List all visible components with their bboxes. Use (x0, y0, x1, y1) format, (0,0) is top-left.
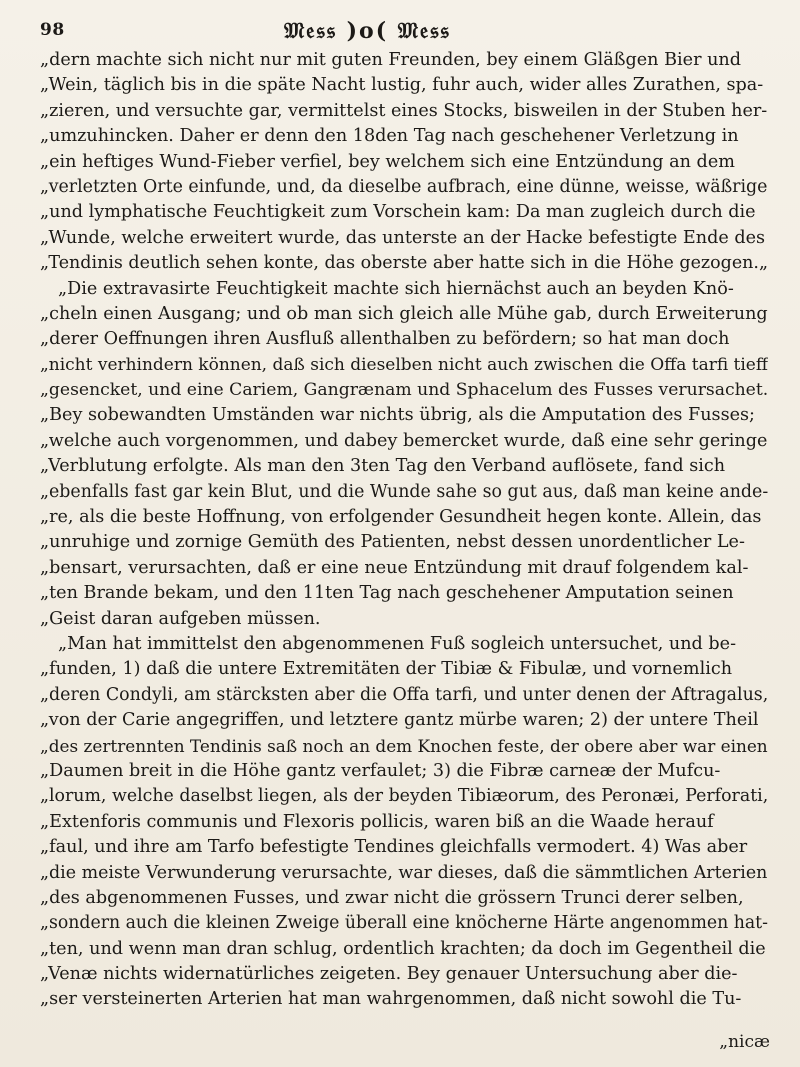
text-line: „dern machte sich nicht nur mit guten Freunden, bey einem Gläßgen Bier und (40, 50, 741, 70)
text-line: „Venæ nichts widernatürliches zeigeten. Bey genauer Untersuchung aber die- (40, 964, 738, 985)
text-line: „bensart, verursachten, daß er eine neue Entzündung mit drauf folgendem kal- (40, 557, 749, 578)
text-line: „Man hat immittelst den abgenommenen Fuß sogleich untersuchet, und be- (58, 633, 737, 654)
text-line: „umzuhincken. Daher er denn den 18den Tag nach geschehener Verletzung in (40, 126, 739, 147)
text-line: „ten, und wenn man dran schlug, ordentlich krachten; da doch im Gegentheil die (40, 938, 766, 959)
text-line: „Verblutung erfolgte. Als man den 3ten Tag den Verband auflösete, fand sich (40, 456, 726, 477)
text-line: „des zertrennten Tendinis saß noch an dem Knochen feste, der obere aber war einen (40, 735, 768, 756)
text-line: „ein heftiges Wund-Fieber verfiel, bey welchem sich eine Entzündung an dem (40, 151, 735, 172)
text-line: „faul, und ihre am Tarfo befestigte Tendines gleichfalls vermodert. 4) Was aber (40, 837, 748, 858)
text-line: „deren Condyli, am stärcksten aber die Offa tarfi, und unter denen der Aftragalus, (40, 684, 768, 705)
text-line: „von der Carie angegriffen, und letztere gantz mürbe waren; 2) der untere Theil (40, 710, 759, 731)
text-line: „zieren, und versuchte gar, vermittelst eines Stocks, bisweilen in der Stuben her- (40, 100, 768, 121)
text-line: „die meiste Verwunderung verursachte, war dieses, daß die sämmtlichen Arterien (40, 862, 768, 883)
text-line: „Tendinis deutlich sehen konte, das oberste aber hatte sich in die Höhe gezogen.„ (40, 253, 768, 274)
text-line: „gesencket, und eine Cariem, Gangrænam und Sphacelum des Fusses verursachet. (40, 380, 768, 401)
text-line: „Die extravasirte Feuchtigkeit machte sich hiernächst auch an beyden Knö- (58, 278, 734, 299)
text-line: „re, als die beste Hoffnung, von erfolgender Gesundheit hegen konte. Allein, das (40, 507, 762, 528)
page-header (36, 14, 776, 48)
text-line: „nicht verhindern können, daß sich dieselben nicht auch zwischen die Offa tarfi tieff (40, 354, 768, 375)
text-line: „Daumen breit in die Höhe gantz verfaulet; 3) die Fibræ carneæ der Mufcu- (40, 760, 721, 781)
text-line: „funden, 1) daß die untere Extremitäten der Tibiæ & Fibulæ, und vornemlich (40, 659, 733, 680)
page-number: 98 (40, 20, 65, 40)
text-line: „des abgenommenen Fusses, und zwar nicht die grössern Trunci derer selben, (40, 887, 744, 908)
text-line: „welche auch vorgenommen, und dabey bemercket wurde, daß eine sehr geringe (40, 430, 768, 451)
text-line: „verletzten Orte einfunde, und, da dieselbe aufbrach, eine dünne, weisse, wäßrige (40, 176, 768, 197)
text-line: „derer Oeffnungen ihren Ausfluß allenthalben zu befördern; so hat man doch (40, 329, 730, 350)
body-text (40, 48, 768, 1013)
text-line: „Geist daran aufgeben müssen. (40, 608, 321, 629)
text-line: „ten Brande bekam, und den 11ten Tag nach geschehener Amputation seinen (40, 583, 734, 604)
text-line: „Wunde, welche erweitert wurde, das unterste an der Hacke befestigte Ende des (40, 227, 766, 248)
text-line: „Extenforis communis und Flexoris pollicis, waren biß an die Waade herauf (40, 811, 714, 832)
header-ornament: 𝔐𝔢𝔰𝔰 )o( 𝔐𝔢𝔰𝔰 (284, 18, 451, 44)
text-line: „ser versteinerten Arterien hat man wahrgenommen, daß nicht sowohl die Tu- (40, 989, 742, 1010)
text-line: „sondern auch die kleinen Zweige überall eine knöcherne Härte angenommen hat- (40, 913, 768, 934)
text-line: „lorum, welche daselbst liegen, als der beyden Tibiæorum, des Peronæi, Perforati, (40, 786, 768, 807)
text-line: „unruhige und zornige Gemüth des Patienten, nebst dessen unordentlicher Le- (40, 532, 745, 553)
catchword: „nicæ (719, 1032, 770, 1052)
text-line: „Wein, täglich bis in die späte Nacht lustig, fuhr auch, wider alles Zurathen, spa- (40, 75, 764, 96)
text-line: „ebenfalls fast gar kein Blut, und die Wunde sahe so gut aus, daß man keine ande- (40, 481, 768, 502)
text-line: „und lymphatische Feuchtigkeit zum Vorschein kam: Da man zugleich durch die (40, 202, 756, 223)
text-line: „Bey sobewandten Umständen war nichts übrig, als die Amputation des Fusses; (40, 405, 755, 426)
text-line: „cheln einen Ausgang; und ob man sich gleich alle Mühe gab, durch Erweiterung (40, 303, 768, 324)
